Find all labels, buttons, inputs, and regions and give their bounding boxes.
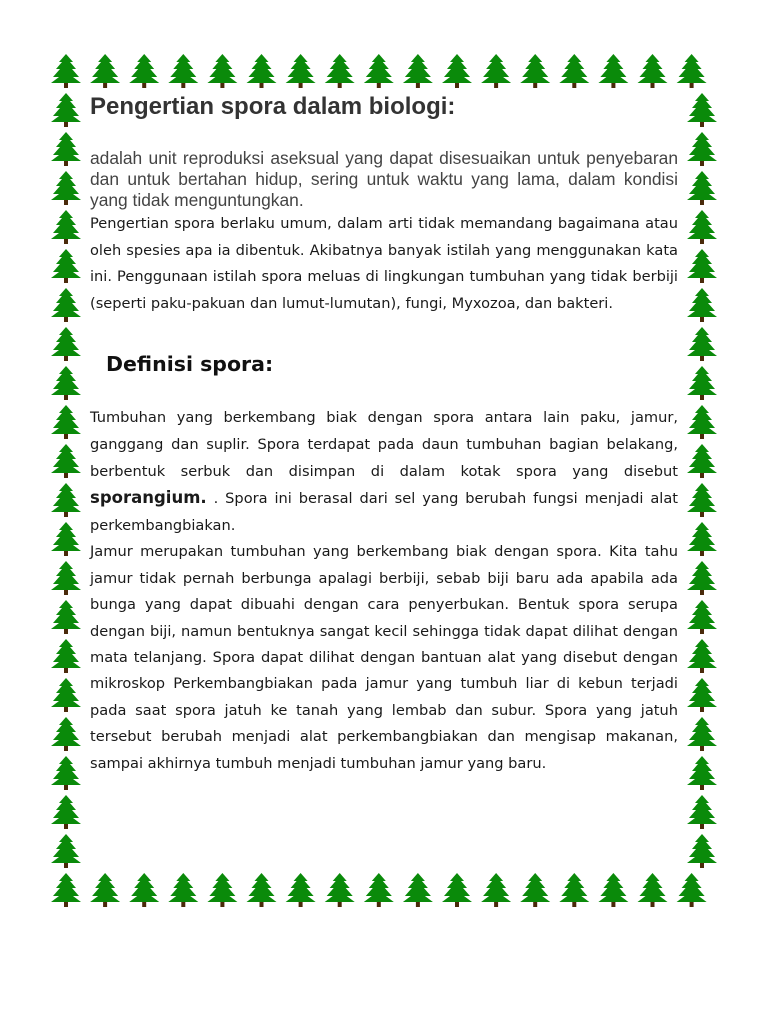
pine-tree-icon: [687, 93, 717, 127]
pine-tree-icon: [51, 132, 81, 166]
pine-tree-icon: [286, 873, 316, 907]
pine-tree-icon: [687, 249, 717, 283]
pine-tree-icon: [520, 873, 550, 907]
pine-tree-icon: [687, 756, 717, 790]
pine-tree-icon: [51, 639, 81, 673]
pine-tree-icon: [687, 834, 717, 868]
pine-tree-icon: [677, 54, 707, 88]
pine-tree-icon: [687, 171, 717, 205]
pine-tree-icon: [364, 873, 394, 907]
pine-tree-icon: [129, 54, 159, 88]
pine-tree-icon: [207, 873, 237, 907]
pine-tree-icon: [51, 405, 81, 439]
pine-tree-icon: [364, 54, 394, 88]
pine-tree-icon: [286, 54, 316, 88]
pine-tree-icon: [677, 873, 707, 907]
pine-tree-icon: [51, 834, 81, 868]
paragraph-definition-start: Tumbuhan yang berkembang biak dengan spora antara lain paku, jamur, ganggang dan suplir. Spora terdapat pada daun tumbuhan bagian belakang, berbentuk serbuk dan disimpan di dalam kotak spora yang disebut: [90, 409, 678, 480]
document-content: [90, 92, 678, 777]
pine-tree-icon: [559, 873, 589, 907]
pine-tree-icon: [51, 756, 81, 790]
pine-tree-icon: [90, 54, 120, 88]
pine-tree-icon: [51, 678, 81, 712]
pine-tree-icon: [638, 873, 668, 907]
page-title: Pengertian spora dalam biologi:: [90, 93, 456, 120]
pine-tree-icon: [403, 873, 433, 907]
pine-tree-icon: [687, 288, 717, 322]
pine-tree-icon: [51, 54, 81, 88]
pine-tree-icon: [51, 522, 81, 556]
pine-tree-icon: [325, 873, 355, 907]
pine-tree-icon: [51, 561, 81, 595]
pine-tree-icon: [687, 366, 717, 400]
pine-tree-icon: [442, 873, 472, 907]
pine-tree-icon: [168, 54, 198, 88]
pine-tree-icon: [687, 717, 717, 751]
pine-tree-icon: [207, 54, 237, 88]
pine-tree-icon: [481, 873, 511, 907]
pine-tree-icon: [51, 795, 81, 829]
pine-tree-icon: [520, 54, 550, 88]
pine-tree-icon: [687, 522, 717, 556]
pine-tree-icon: [51, 600, 81, 634]
pine-tree-icon: [687, 600, 717, 634]
pine-tree-icon: [51, 483, 81, 517]
pine-tree-icon: [129, 873, 159, 907]
pine-tree-icon: [598, 873, 628, 907]
pine-tree-icon: [325, 54, 355, 88]
pine-tree-icon: [90, 873, 120, 907]
intro-paragraph: adalah unit reproduksi aseksual yang dapat disesuaikan untuk penyebaran dan untuk bertahan hidup, sering untuk waktu yang lama, dalam kondisi yang tidak menguntungkan.: [90, 148, 678, 210]
pine-tree-icon: [687, 132, 717, 166]
pine-tree-icon: [51, 93, 81, 127]
section-heading-definisi: Definisi spora:: [106, 352, 274, 377]
pine-tree-icon: [168, 873, 198, 907]
paragraph-jamur: Jamur merupakan tumbuhan yang berkembang biak dengan spora. Kita tahu jamur tidak pernah berbunga apalagi berbiji, sebab biji baru ada apabila ada bunga yang dapat dibuahi dengan cara penyerbukan. Bentuk spora serupa dengan biji, namun bentuknya sangat kecil sehingga tidak dapat dilihat dengan mata telanjang. Spora dapat dilihat dengan bantuan alat yang disebut dengan mikroskop Perkembangbiakan pada jamur yang tumbuh liar di kebun terjadi pada saat spora jatuh ke tanah yang lembab dan subur. Spora yang jatuh tersebut berubah menjadi alat perkembangbiakan dan mengisap makanan, sampai akhirnya tumbuh menjadi tumbuhan jamur yang baru.: [90, 543, 678, 772]
pine-tree-icon: [51, 210, 81, 244]
pine-tree-icon: [687, 444, 717, 478]
pine-tree-icon: [687, 639, 717, 673]
term-sporangium: sporangium.: [90, 488, 207, 508]
pine-tree-icon: [247, 54, 277, 88]
pine-tree-icon: [442, 54, 472, 88]
pine-tree-icon: [687, 561, 717, 595]
pine-tree-icon: [687, 483, 717, 517]
pine-tree-icon: [481, 54, 511, 88]
pine-tree-icon: [51, 288, 81, 322]
pine-tree-icon: [51, 366, 81, 400]
pine-tree-icon: [51, 171, 81, 205]
pine-tree-icon: [51, 249, 81, 283]
pine-tree-icon: [51, 444, 81, 478]
pine-tree-icon: [638, 54, 668, 88]
pine-tree-icon: [51, 873, 81, 907]
pine-tree-icon: [687, 327, 717, 361]
pine-tree-icon: [687, 405, 717, 439]
pine-tree-icon: [687, 210, 717, 244]
pine-tree-icon: [51, 327, 81, 361]
paragraph-definition: [90, 405, 678, 539]
pine-tree-icon: [687, 795, 717, 829]
pine-tree-icon: [687, 678, 717, 712]
pine-tree-icon: [598, 54, 628, 88]
pine-tree-icon: [559, 54, 589, 88]
pine-tree-icon: [247, 873, 277, 907]
paragraph-general: Pengertian spora berlaku umum, dalam arti tidak memandang bagaimana atau oleh spesies apa ia dibentuk. Akibatnya banyak istilah yang menggunakan kata ini. Penggunaan istilah spora meluas di lingkungan tumbuhan yang tidak berbiji (seperti paku-pakuan dan lumut-lumutan), fungi, Myxozoa, dan bakteri.: [90, 215, 678, 312]
paragraph-definition-end: . Spora ini berasal dari sel yang berubah fungsi menjadi alat perkembangbiakan.: [90, 490, 678, 534]
pine-tree-icon: [51, 717, 81, 751]
pine-tree-icon: [403, 54, 433, 88]
